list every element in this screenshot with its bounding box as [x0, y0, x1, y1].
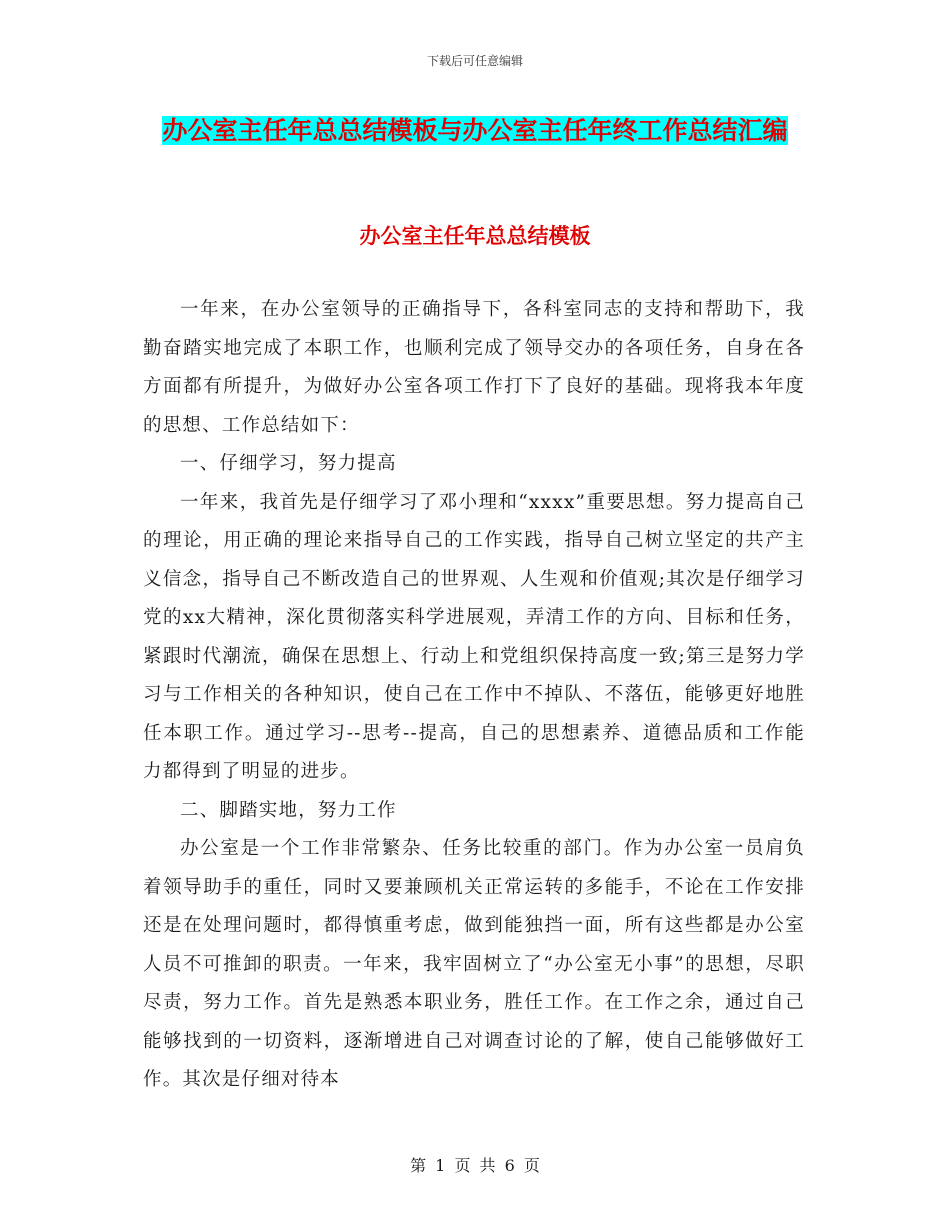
document-title-text: 办公室主任年总总结模板与办公室主任年终工作总结汇编: [162, 116, 788, 145]
page-header-note: 下载后可任意编辑: [426, 54, 523, 68]
page-number-footer: 第 1 页 共 6 页: [410, 1156, 540, 1175]
section-title: 办公室主任年总总结模板: [359, 224, 591, 248]
paragraph-intro: 一年来，在办公室领导的正确指导下，各科室同志的支持和帮助下，我勤奋踏实地完成了本职工作，也顺利完成了领导交办的各项任务，自身在各方面都有所提升，为做好办公室各项工作打下了良好的基础。现将我本年度的思想、工作总结如下：: [143, 299, 805, 436]
document-body: [143, 291, 805, 1100]
document-title: [140, 108, 810, 153]
heading-work: 二、脚踏实地，努力工作: [180, 799, 397, 821]
paragraph-study: 一年来，我首先是仔细学习了邓小理和“xxxx”重要思想。努力提高自己的理论，用正确的理论来指导自己的工作实践，指导自己树立坚定的共产主义信念，指导自己不断改造自己的世界观、人生观和价值观;其次是仔细学习党的xx大精神，深化贯彻落实科学进展观，弄清工作的方向、目标和任务，紧跟时代潮流，确保在思想上、行动上和党组织保持高度一致;第三是努力学习与工作相关的各种知识，使自己在工作中不掉队、不落伍，能够更好地胜任本职工作。通过学习--思考--提高，自己的思想素养、道德品质和工作能 力都得到了明显的进步。: [143, 491, 805, 782]
paragraph-work: 办公室是一个工作非常繁杂、任务比较重的部门。作为办公室一员肩负着领导助手的重任，同时又要兼顾机关正常运转的多能手，不论在工作安排还是在处理问题时，都得慎重考虑，做到能独挡一面，所有这些都是办公室人员不可推卸的职责。一年来，我牢固树立了“办公室无小事”的思想，尽职尽责，努力工作。首先是熟悉本职业务，胜任工作。在工作之余，通过自己能够找到的一切资料，逐渐增进自己对调查讨论的了解，使自己能够做好工作。其次是仔细对待本: [143, 838, 805, 1090]
heading-study: 一、仔细学习，努力提高: [180, 453, 397, 474]
